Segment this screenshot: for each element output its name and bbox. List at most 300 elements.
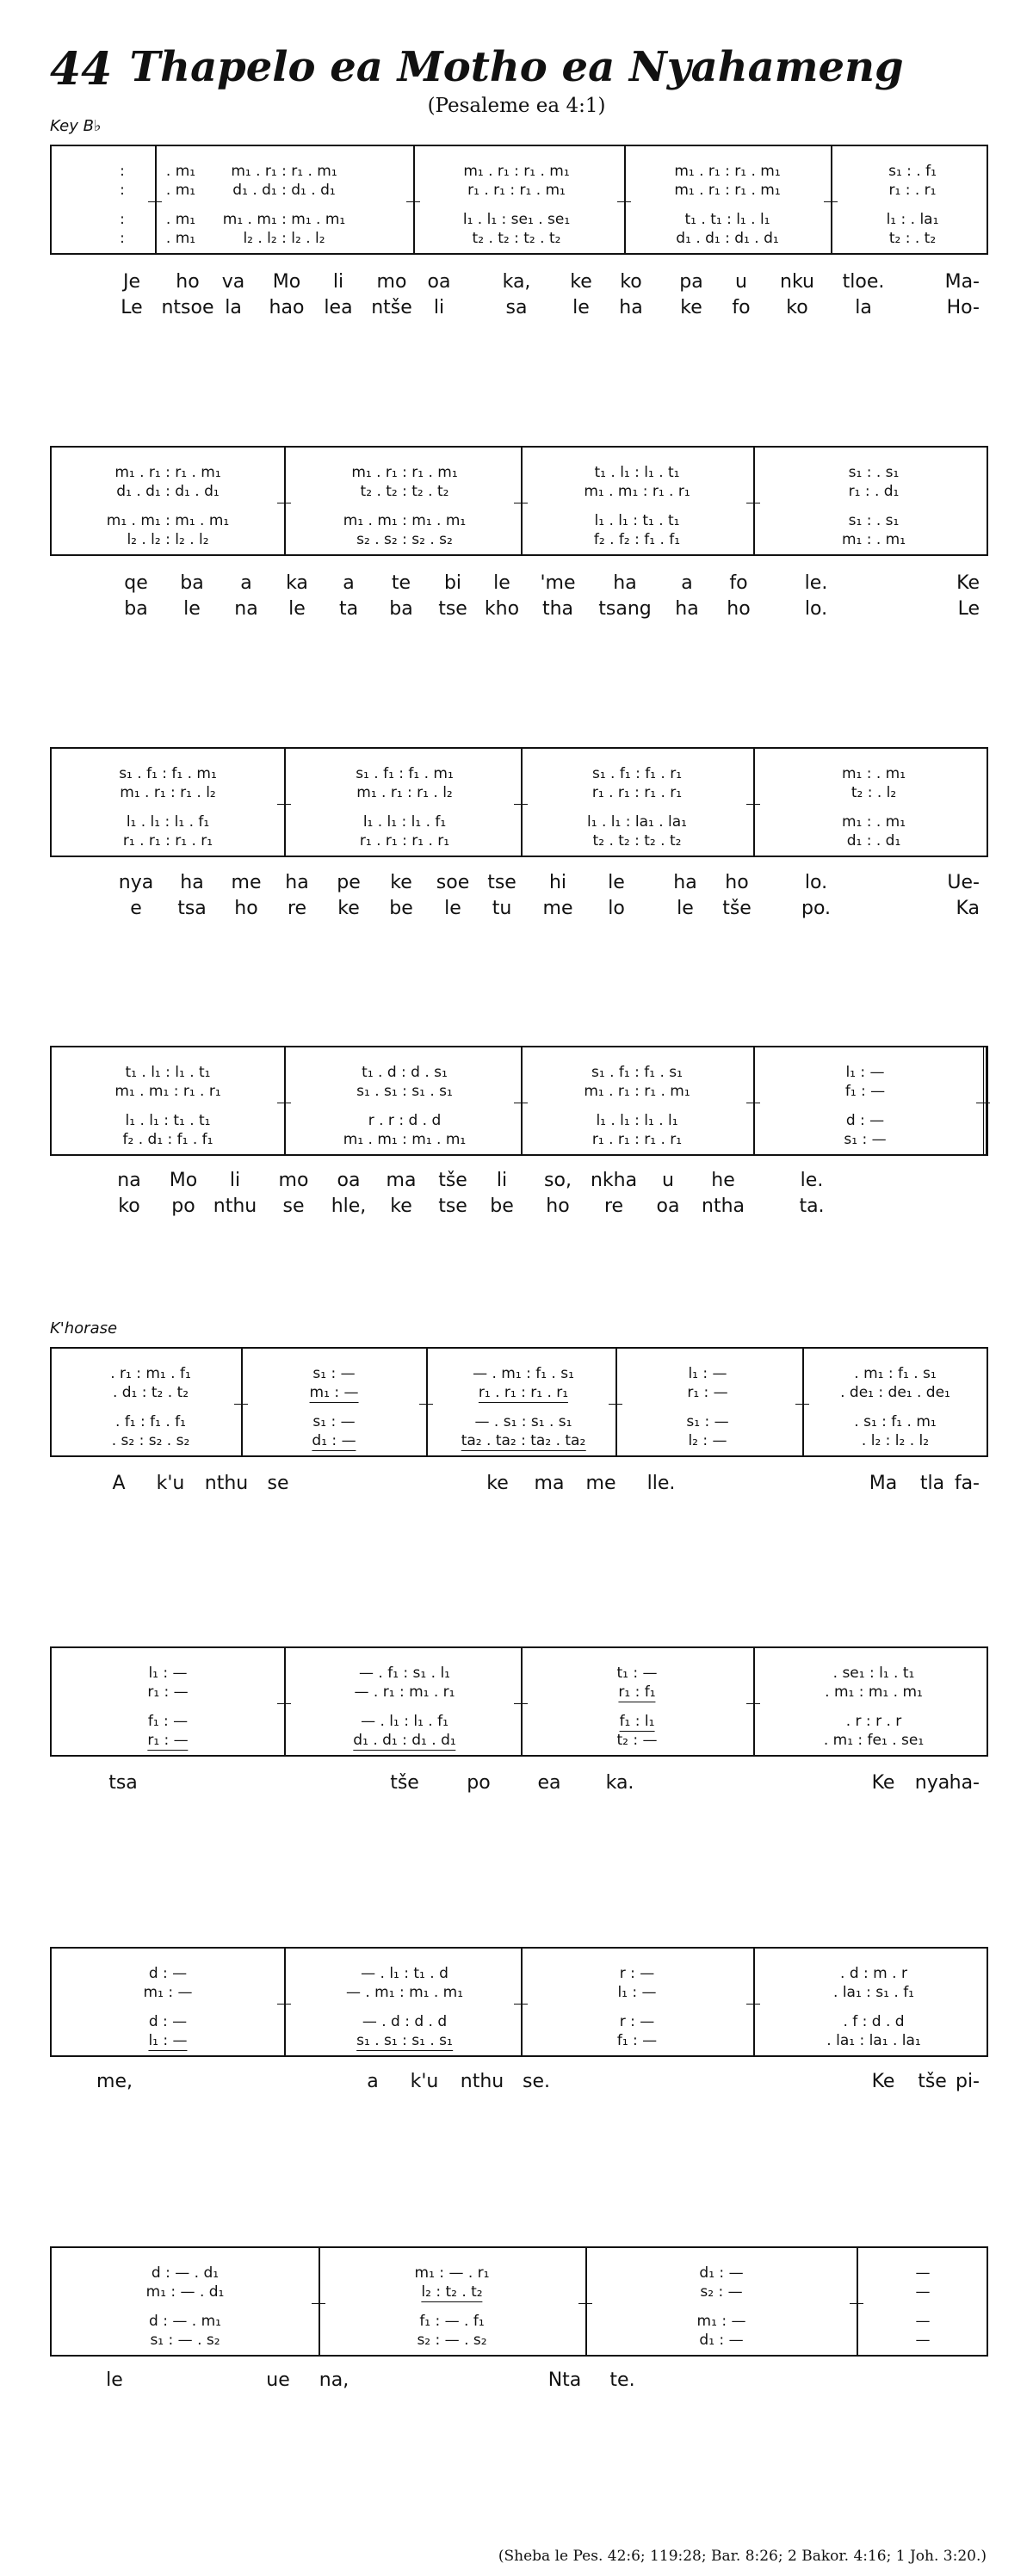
solfa-measure: m₁ : — <box>696 2313 746 2330</box>
alto-line <box>52 482 990 501</box>
solfa-measure: s₂ : — . s₂ <box>417 2332 487 2349</box>
solfa-measure: r : — <box>619 2013 655 2030</box>
lyric-syllable: li <box>496 1170 508 1191</box>
tenor-line <box>52 511 990 530</box>
lyric-syllable: sa <box>505 297 528 318</box>
tenor-line <box>52 2312 990 2331</box>
lyric-syllable: ka <box>286 572 308 594</box>
solfa-measure: . d₁ : t₂ . t₂ <box>112 1384 189 1401</box>
lyric-syllable: hle, <box>331 1195 367 1217</box>
solfa-measure: f₁ : l₁ <box>619 1713 655 1730</box>
lyric-syllable: le <box>608 872 625 893</box>
lyric-syllable: ha <box>180 872 204 893</box>
lyric-syllable: pi- <box>955 2071 980 2092</box>
soprano-line <box>52 463 990 482</box>
lyric-syllable: Mo <box>272 271 301 293</box>
score-system-2 <box>50 446 988 632</box>
solfa-measure: — <box>915 2283 931 2301</box>
lyric-syllable: k'u <box>410 2071 439 2092</box>
lyric-syllable: ho <box>176 271 200 293</box>
solfa-measure: r₁ : — <box>147 1683 189 1701</box>
lyric-syllable: ke <box>486 1473 509 1494</box>
solfa-measure: l₁ : — <box>845 1064 885 1081</box>
lyric-syllable: ha <box>285 872 309 893</box>
solfa-measure: — . r₁ : m₁ . r₁ <box>354 1683 455 1701</box>
solfa-measure: m₁ : — . d₁ <box>145 2283 225 2301</box>
lyric-syllable: Ka <box>956 898 980 919</box>
lyric-syllable: le. <box>800 1170 824 1191</box>
solfa-measure: r₁ : f₁ <box>618 1683 656 1701</box>
lyric-syllable: be <box>389 898 413 919</box>
solfa-measure: . r : r . r <box>845 1713 902 1730</box>
lyric-syllable: Ke <box>871 2071 895 2092</box>
staff-box <box>50 747 988 857</box>
lyric-syllable: a <box>343 572 355 594</box>
lyric-syllable: oa <box>337 1170 361 1191</box>
solfa-measure: r₁ . r₁ : r₁ . r₁ <box>478 1384 569 1401</box>
lyric-syllable: tse <box>438 598 467 620</box>
lyric-syllable: tse <box>487 872 516 893</box>
solfa-measure: . la₁ : la₁ . la₁ <box>826 2032 921 2049</box>
lyric-syllable: oa <box>656 1195 680 1217</box>
lyric-syllable: na, <box>319 2369 349 2391</box>
solfa-measure: r₁ . r₁ : r₁ . r₁ <box>591 784 683 801</box>
lyric-syllable: ha <box>673 872 697 893</box>
alto-line <box>52 1082 990 1101</box>
part-divider-tick <box>578 2303 592 2304</box>
lyric-line-verse-2 <box>50 597 988 621</box>
lyric-syllable: ke <box>337 898 360 919</box>
lyric-syllable: hao <box>269 297 305 318</box>
lyric-syllable: tu <box>492 898 512 919</box>
lyric-syllable: ka. <box>605 1772 634 1794</box>
bass-line <box>52 831 990 850</box>
solfa-measure: f₁ : — <box>147 1713 189 1730</box>
alto-line <box>52 2283 990 2301</box>
bass-line <box>52 229 990 248</box>
solfa-measure: f₁ : — . f₁ <box>419 2313 485 2330</box>
lyric-syllable: nkha <box>590 1170 638 1191</box>
lyric-syllable: le <box>183 598 201 620</box>
solfa-measure: d₁ : — <box>699 2264 744 2282</box>
lyric-syllable: po. <box>801 898 832 919</box>
chorus-label: K'horase <box>50 1319 118 1337</box>
solfa-measure: ta₂ . ta₂ : ta₂ . ta₂ <box>461 1432 586 1449</box>
lyric-line-verse-1 <box>50 571 988 596</box>
lyric-syllable: ba <box>124 598 148 620</box>
lyric-line-verse-2 <box>50 1195 988 1219</box>
part-divider-tick <box>312 2303 325 2304</box>
solfa-measure: f₂ . d₁ : f₁ . f₁ <box>122 1131 213 1148</box>
lyric-syllable: ho <box>546 1195 570 1217</box>
part-divider-tick <box>850 2303 863 2304</box>
alto-line <box>52 783 990 802</box>
key-signature: Key B♭ <box>50 117 102 135</box>
lyric-syllable: ta. <box>799 1195 825 1217</box>
solfa-measure: l₂ . l₂ : l₂ . l₂ <box>127 531 209 548</box>
score-system-6 <box>50 1646 988 1832</box>
solfa-measure: m₁ . m₁ : r₁ . r₁ <box>114 1083 221 1100</box>
lyric-syllable: ke <box>390 872 412 893</box>
lyric-syllable: e <box>130 898 142 919</box>
solfa-measure: m₁ : — <box>143 1984 193 2001</box>
lyric-syllable: pe <box>337 872 361 893</box>
solfa-measure: : <box>120 163 125 180</box>
lyric-syllable: Ke <box>871 1772 895 1794</box>
solfa-measure: d : — . d₁ <box>151 2264 220 2282</box>
lyric-syllable: ma <box>534 1473 565 1494</box>
lyric-syllable: Ue- <box>947 872 980 893</box>
solfa-measure: . de₁ : de₁ . de₁ <box>840 1384 950 1401</box>
solfa-measure: s₁ : . f₁ <box>888 163 937 180</box>
lyric-syllable: me <box>231 872 262 893</box>
tenor-line <box>52 1712 990 1731</box>
solfa-measure: — <box>915 2332 931 2349</box>
score-system-3 <box>50 747 988 931</box>
lyric-syllable: le <box>444 898 461 919</box>
lyric-syllable: he <box>711 1170 735 1191</box>
lyric-syllable: re <box>287 898 307 919</box>
lyric-syllable: la <box>855 297 872 318</box>
solfa-measure: . s₁ : f₁ . m₁ <box>854 1413 937 1430</box>
lyric-syllable: tše <box>722 898 752 919</box>
alto-line <box>52 1683 990 1702</box>
part-divider-tick <box>746 2004 760 2005</box>
solfa-measure: m₁ . r₁ : r₁ . m₁ <box>114 464 221 481</box>
lyric-syllable: le. <box>804 572 828 594</box>
lyric-syllable: u <box>735 271 747 293</box>
solfa-measure: t₂ : — <box>616 1732 658 1749</box>
staff-box <box>50 446 988 556</box>
solfa-measure: . d : m . r <box>840 1965 907 1982</box>
solfa-measure: — . s₁ : s₁ . s₁ <box>474 1413 572 1430</box>
lyric-line-verse-2 <box>50 897 988 921</box>
part-divider-tick <box>234 1404 248 1405</box>
tenor-line <box>52 2012 990 2031</box>
lyric-syllable: tla <box>919 1473 945 1494</box>
lyric-syllable: se <box>267 1473 289 1494</box>
solfa-measure: m₁ . r₁ : r₁ . m₁ <box>231 163 337 180</box>
lyric-syllable: le <box>677 898 694 919</box>
solfa-measure: l₁ . l₁ : t₁ . t₁ <box>125 1112 211 1129</box>
solfa-measure: s₁ . f₁ : f₁ . m₁ <box>356 765 454 782</box>
solfa-measure: l₂ : — <box>688 1432 727 1449</box>
lyric-syllable: Mo <box>169 1170 198 1191</box>
solfa-measure: t₁ . l₁ : l₁ . t₁ <box>594 464 680 481</box>
solfa-measure: s₁ : — . s₂ <box>150 2332 220 2349</box>
scripture-references: (Sheba le Pes. 42:6; 119:28; Bar. 8:26; 2 Bakor. 4:16; 1 Joh. 3:20.) <box>498 2548 987 2565</box>
lyric-syllable: ba <box>180 572 204 594</box>
solfa-measure: l₁ : — <box>148 2032 188 2049</box>
part-divider-tick <box>277 1703 291 1704</box>
solfa-measure: m₁ : . m₁ <box>841 813 906 831</box>
solfa-measure: . m₁ <box>165 163 196 180</box>
solfa-measure: . m₁ <box>165 230 196 247</box>
bass-line <box>52 1130 990 1149</box>
solfa-measure: l₁ . l₁ : t₁ . t₁ <box>594 512 680 529</box>
lyric-syllable: ho <box>234 898 258 919</box>
part-divider-tick <box>617 201 631 202</box>
solfa-measure: s₁ . f₁ : f₁ . s₁ <box>591 1064 683 1081</box>
solfa-measure: d : — . m₁ <box>149 2313 221 2330</box>
solfa-measure: r₁ : — <box>687 1384 728 1401</box>
solfa-measure: r . r : d . d <box>368 1112 442 1129</box>
lyric-syllable: li <box>433 297 445 318</box>
lyric-syllable: po <box>171 1195 195 1217</box>
solfa-measure: m₁ . r₁ : r₁ . l₂ <box>356 784 453 801</box>
lyric-syllable: le <box>288 598 306 620</box>
lyric-syllable: ko <box>118 1195 140 1217</box>
lyric-syllable: Nta <box>547 2369 582 2391</box>
solfa-measure: l₁ : — <box>617 1984 657 2001</box>
lyric-line-verse-1 <box>50 270 988 294</box>
solfa-measure: r₁ . r₁ : r₁ . r₁ <box>122 832 213 849</box>
soprano-line <box>52 1063 990 1082</box>
lyric-syllable: li <box>229 1170 241 1191</box>
lyric-syllable: Ho- <box>946 297 980 318</box>
solfa-measure: : <box>120 230 125 247</box>
lyric-syllable: bi <box>443 572 462 594</box>
lyric-syllable: nya <box>914 1772 950 1794</box>
solfa-measure: . m₁ : f₁ . s₁ <box>854 1365 937 1382</box>
lyric-syllable: le <box>106 2369 123 2391</box>
lyric-syllable: qe <box>124 572 148 594</box>
hymn-subtitle: (Pesaleme ea 4:1) <box>427 95 606 117</box>
solfa-measure: d : — <box>148 2013 188 2030</box>
solfa-measure: t₂ : . t₂ <box>888 230 937 247</box>
lyric-syllable: ka, <box>502 271 531 293</box>
solfa-measure: m₁ . r₁ : r₁ . m₁ <box>674 163 781 180</box>
soprano-line <box>52 764 990 783</box>
lyric-syllable: a <box>240 572 252 594</box>
score-system-7 <box>50 1947 988 2130</box>
soprano-line <box>52 2264 990 2283</box>
lyric-line-verse-1 <box>50 2070 988 2094</box>
lyric-syllable: soe <box>436 872 470 893</box>
staff-box <box>50 1046 988 1156</box>
lyric-syllable: tše <box>390 1772 419 1794</box>
solfa-measure: d₁ . d₁ : d₁ . d₁ <box>116 483 220 500</box>
solfa-measure: — . m₁ : f₁ . s₁ <box>473 1365 574 1382</box>
solfa-measure: . l₂ : l₂ . l₂ <box>861 1432 930 1449</box>
bass-line <box>52 2031 990 2050</box>
solfa-measure: f₁ : — <box>616 2032 658 2049</box>
solfa-measure: t₂ . t₂ : t₂ . t₂ <box>472 230 561 247</box>
solfa-measure: r₁ : . r₁ <box>888 182 937 199</box>
solfa-measure: t₁ . d : d . s₁ <box>362 1064 448 1081</box>
lyric-syllable: a <box>367 2071 379 2092</box>
lyric-syllable: ho <box>725 872 749 893</box>
solfa-measure: s₂ : — <box>700 2283 743 2301</box>
lyric-syllable: A <box>112 1473 126 1494</box>
tenor-line <box>52 210 990 229</box>
lyric-syllable: ma <box>386 1170 417 1191</box>
lyric-syllable: nya <box>118 872 154 893</box>
solfa-measure: t₁ . l₁ : l₁ . t₁ <box>125 1064 211 1081</box>
lyric-syllable: fa- <box>954 1473 980 1494</box>
solfa-measure: . m₁ <box>165 182 196 199</box>
part-divider-tick <box>406 201 420 202</box>
lyric-syllable: ha <box>613 572 637 594</box>
lyric-syllable: ko <box>620 271 642 293</box>
solfa-measure: m₁ : . m₁ <box>841 765 906 782</box>
lyric-syllable: tloe. <box>842 271 885 293</box>
solfa-measure: s₂ . s₂ : s₂ . s₂ <box>356 531 453 548</box>
solfa-measure: m₁ . m₁ : m₁ . m₁ <box>222 211 346 228</box>
solfa-measure: s₁ . f₁ : f₁ . m₁ <box>119 765 217 782</box>
solfa-measure: l₁ . l₁ : la₁ . la₁ <box>587 813 687 831</box>
lyric-syllable: Ma- <box>944 271 980 293</box>
part-divider-tick <box>824 201 838 202</box>
solfa-measure: t₁ . t₁ : l₁ . l₁ <box>684 211 770 228</box>
lyric-syllable: Le <box>957 598 980 620</box>
solfa-measure: s₁ . s₁ : s₁ . s₁ <box>356 2032 453 2049</box>
solfa-measure: . m₁ : fe₁ . se₁ <box>823 1732 925 1749</box>
soprano-line <box>52 162 990 181</box>
solfa-measure: . m₁ <box>165 211 196 228</box>
lyric-syllable: le <box>493 572 510 594</box>
solfa-measure: m₁ . r₁ : r₁ . m₁ <box>584 1083 690 1100</box>
alto-line <box>52 1383 990 1402</box>
lyric-syllable: tse <box>438 1195 467 1217</box>
part-divider-tick <box>795 1404 809 1405</box>
lyric-syllable: nthu <box>213 1195 257 1217</box>
lyric-syllable: k'u <box>156 1473 185 1494</box>
solfa-measure: . la₁ : s₁ . f₁ <box>833 1984 914 2001</box>
lyric-syllable: ko <box>786 297 808 318</box>
part-divider-tick <box>277 2004 291 2005</box>
lyric-syllable: ha <box>619 297 643 318</box>
lyric-syllable: ha- <box>949 1772 980 1794</box>
tenor-line <box>52 1111 990 1130</box>
solfa-measure: l₁ : — <box>688 1365 727 1382</box>
lyric-syllable: lea <box>324 297 353 318</box>
alto-line <box>52 181 990 200</box>
part-divider-tick <box>609 1404 622 1405</box>
solfa-measure: d₁ . d₁ : d₁ . d₁ <box>353 1732 456 1749</box>
solfa-measure: d₁ : — <box>312 1432 356 1449</box>
part-divider-tick <box>514 804 528 805</box>
lyric-syllable: po <box>467 1772 491 1794</box>
solfa-measure: r₁ : . d₁ <box>848 483 900 500</box>
lyric-syllable: na <box>117 1170 141 1191</box>
solfa-measure: t₂ . t₂ : t₂ . t₂ <box>592 832 682 849</box>
lyric-syllable: mo <box>376 271 407 293</box>
solfa-measure: m₁ : — <box>309 1384 359 1401</box>
lyric-syllable: tše <box>438 1170 467 1191</box>
lyric-syllable: pa <box>679 271 703 293</box>
solfa-measure: — . f₁ : s₁ . l₁ <box>359 1665 450 1682</box>
solfa-measure: — . d : d . d <box>362 2013 448 2030</box>
solfa-measure: d : — <box>845 1112 885 1129</box>
solfa-measure: r : — <box>619 1965 655 1982</box>
soprano-line <box>52 1664 990 1683</box>
alto-line <box>52 1983 990 2002</box>
lyric-syllable: a <box>681 572 693 594</box>
solfa-measure: s₁ : — <box>312 1365 356 1382</box>
lyric-syllable: se <box>282 1195 305 1217</box>
lyric-syllable: te. <box>609 2369 635 2391</box>
solfa-measure: s₁ : — <box>844 1131 887 1148</box>
lyric-syllable: fo <box>732 297 751 318</box>
lyric-line-verse-1 <box>50 1771 988 1795</box>
lyric-syllable: va <box>221 271 245 293</box>
score-system-1 <box>50 145 988 330</box>
lyric-syllable: tsa <box>177 898 207 919</box>
solfa-measure: — . m₁ : m₁ . m₁ <box>345 1984 464 2001</box>
solfa-measure: . se₁ : l₁ . t₁ <box>832 1665 915 1682</box>
soprano-line <box>52 1364 990 1383</box>
score-system-4 <box>50 1046 988 1229</box>
solfa-measure: r₁ . r₁ : r₁ . r₁ <box>591 1131 683 1148</box>
lyric-syllable: nku <box>780 271 814 293</box>
solfa-measure: l₁ : — <box>148 1665 188 1682</box>
solfa-measure: d : — <box>148 1965 188 1982</box>
solfa-measure: s₁ : — <box>686 1413 729 1430</box>
lyric-syllable: u <box>662 1170 674 1191</box>
bass-line <box>52 2331 990 2350</box>
solfa-measure: d₁ : . d₁ <box>846 832 901 849</box>
lyric-syllable: le <box>572 297 590 318</box>
lyric-syllable: be <box>490 1195 514 1217</box>
solfa-measure: : <box>120 182 125 199</box>
bass-line <box>52 1431 990 1450</box>
solfa-measure: . r₁ : m₁ . f₁ <box>110 1365 191 1382</box>
lyric-syllable: so, <box>544 1170 572 1191</box>
lyric-syllable: fo <box>729 572 748 594</box>
lyric-syllable: ntše <box>371 297 412 318</box>
solfa-measure: . f : d . d <box>843 2013 905 2030</box>
solfa-measure: m₁ . m₁ : m₁ . m₁ <box>343 512 467 529</box>
solfa-measure: r₁ : — <box>147 1732 189 1749</box>
solfa-measure: l₁ : . la₁ <box>886 211 939 228</box>
solfa-measure: f₁ : — <box>844 1083 886 1100</box>
lyric-syllable: nthu <box>204 1473 249 1494</box>
lyric-syllable: re <box>603 1195 624 1217</box>
lyric-syllable: 'me <box>540 572 576 594</box>
lyric-syllable: me <box>542 898 573 919</box>
staff-box <box>50 1947 988 2057</box>
solfa-measure: s₁ : . s₁ <box>848 464 900 481</box>
lyric-syllable: hi <box>548 872 567 893</box>
solfa-measure: s₁ : . s₁ <box>848 512 900 529</box>
part-divider-tick <box>277 804 291 805</box>
solfa-measure: l₁ . l₁ : l₁ . f₁ <box>362 813 447 831</box>
solfa-measure: — <box>915 2264 931 2282</box>
hymn-title: Thapelo ea Motho ea Nyahameng <box>129 43 904 91</box>
lyric-syllable: lo <box>608 898 625 919</box>
lyric-syllable: tše <box>918 2071 947 2092</box>
solfa-measure: s₁ . s₁ : s₁ . s₁ <box>356 1083 453 1100</box>
solfa-measure: : <box>120 211 125 228</box>
lyric-syllable: ha <box>675 598 699 620</box>
score-system-8 <box>50 2246 988 2429</box>
lyric-line-verse-1 <box>50 1169 988 1193</box>
lyric-line-verse-1 <box>50 871 988 895</box>
lyric-line-verse-1 <box>50 2369 988 2393</box>
lyric-syllable: lo. <box>804 598 828 620</box>
lyric-syllable: ntha <box>702 1195 745 1217</box>
lyric-line-verse-2 <box>50 296 988 320</box>
lyric-syllable: lle. <box>646 1473 676 1494</box>
lyric-syllable: oa <box>427 271 451 293</box>
solfa-measure: m₁ . m₁ : r₁ . r₁ <box>584 483 690 500</box>
staff-box <box>50 1646 988 1757</box>
lyric-syllable: ke <box>570 271 592 293</box>
lyric-syllable: tsa <box>108 1772 138 1794</box>
lyric-syllable: Ke <box>956 572 980 594</box>
lyric-syllable: me, <box>96 2071 133 2092</box>
